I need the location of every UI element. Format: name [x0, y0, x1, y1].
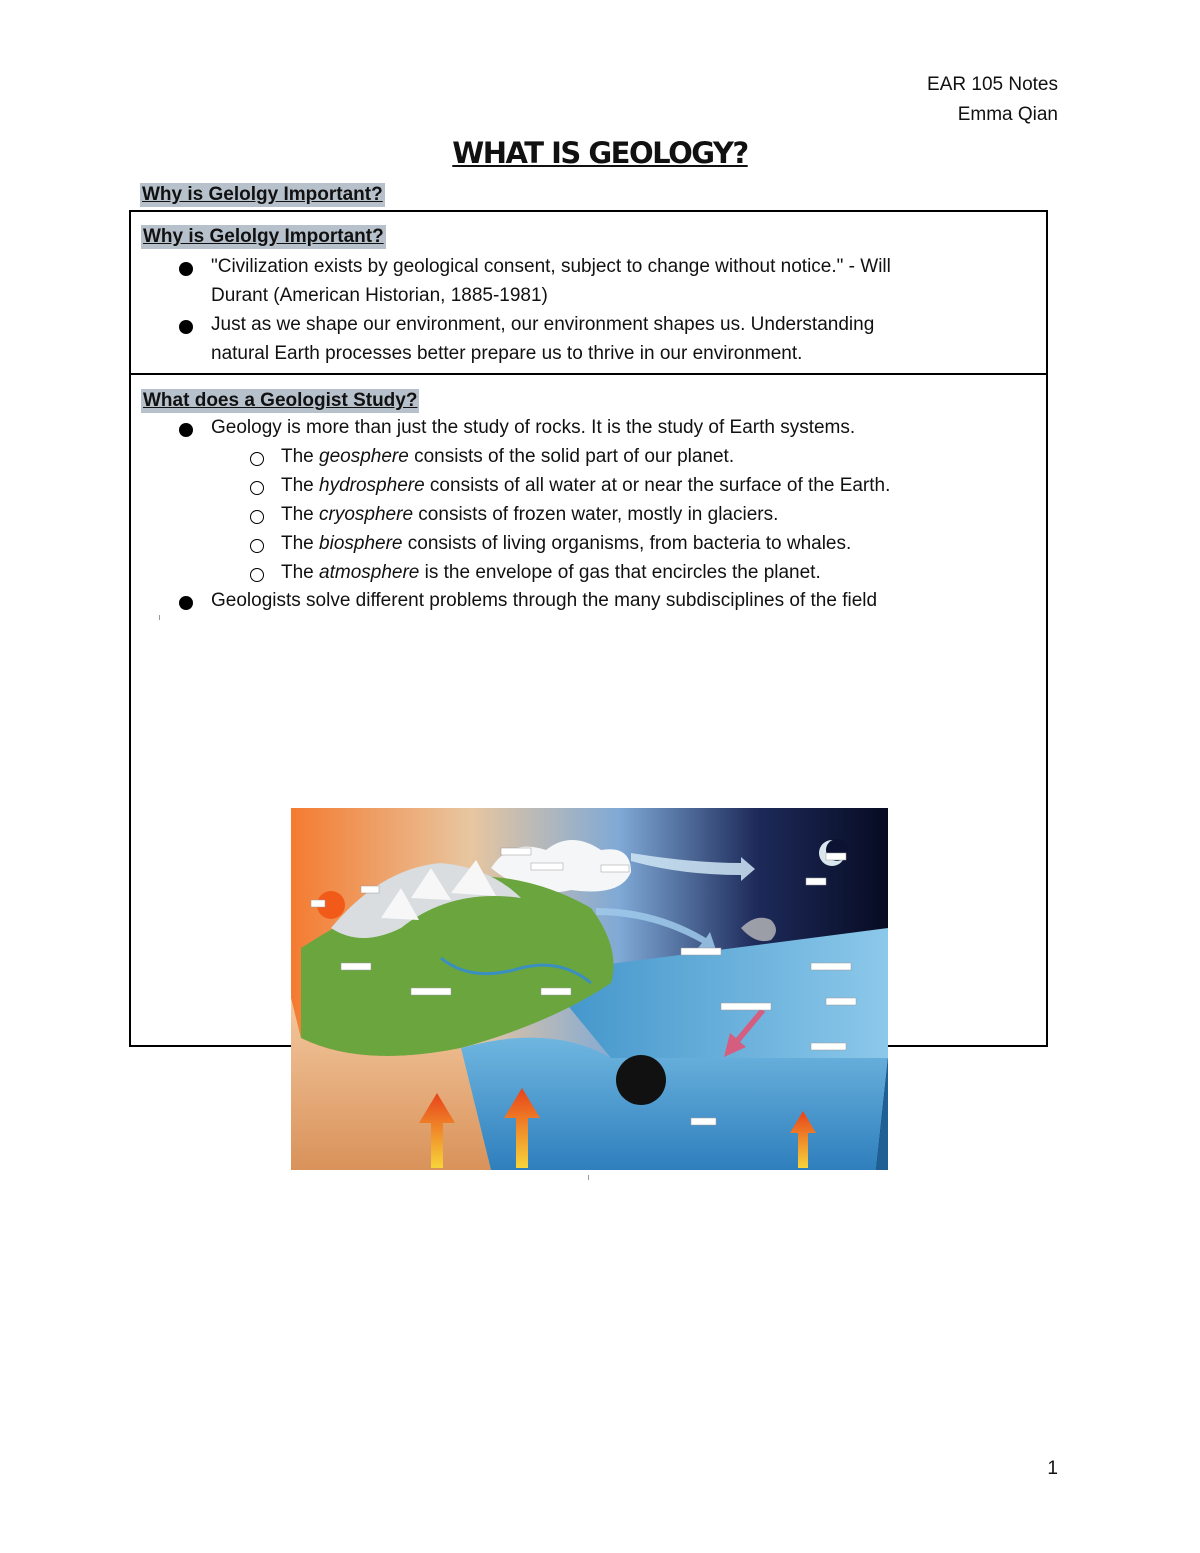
- author-name: Emma Qian: [957, 104, 1058, 125]
- header-info: [927, 70, 1058, 130]
- list-item: The biosphere consists of living organisms, from bacteria to whales.: [281, 533, 852, 554]
- list-item: The hydrosphere consists of all water at or near the surface of the Earth.: [281, 475, 891, 496]
- geologist-study-cell: [131, 375, 1046, 1045]
- importance-heading: Why is Gelolgy Important?: [143, 226, 384, 247]
- bullet-disc-icon: [179, 423, 193, 437]
- plankton-inset: [616, 1055, 666, 1105]
- list-item: The geosphere consists of the solid part of our planet.: [281, 446, 735, 467]
- list-item: "Civilization exists by geological consent, subject to change without notice." - Will Durant (American Historian, 1885-1981): [211, 256, 891, 306]
- bullet-disc-icon: [179, 262, 193, 276]
- page-number: 1: [1047, 1458, 1058, 1479]
- bullet-circle-icon: [250, 510, 264, 524]
- list-item: The atmosphere is the envelope of gas that encircles the planet.: [281, 562, 821, 583]
- list-item: Geology is more than just the study of rocks. It is the study of Earth systems.: [211, 417, 856, 438]
- list-item: Geologists solve different problems through the many subdisciplines of the field: [211, 590, 878, 611]
- earth-systems-figure: [291, 808, 888, 1170]
- margin-tick: [159, 615, 160, 620]
- notes-table: [129, 210, 1048, 1047]
- page-title: WHAT IS GEOLOGY?: [452, 136, 748, 170]
- outside-heading: Why is Gelolgy Important?: [142, 184, 383, 205]
- geologist-study-heading: What does a Geologist Study?: [143, 390, 418, 411]
- bullet-circle-icon: [250, 568, 264, 582]
- bullet-disc-icon: [179, 596, 193, 610]
- bullet-circle-icon: [250, 539, 264, 553]
- list-item: The cryosphere consists of frozen water, mostly in glaciers.: [281, 504, 779, 525]
- importance-cell: [131, 212, 1046, 375]
- bullet-circle-icon: [250, 452, 264, 466]
- margin-tick: [588, 1175, 589, 1180]
- list-item: Just as we shape our environment, our environment shapes us. Understanding natural Earth processes better prepare us to thrive in our environment.: [211, 314, 875, 364]
- bullet-circle-icon: [250, 481, 264, 495]
- bullet-disc-icon: [179, 320, 193, 334]
- course-name: EAR 105 Notes: [927, 74, 1058, 95]
